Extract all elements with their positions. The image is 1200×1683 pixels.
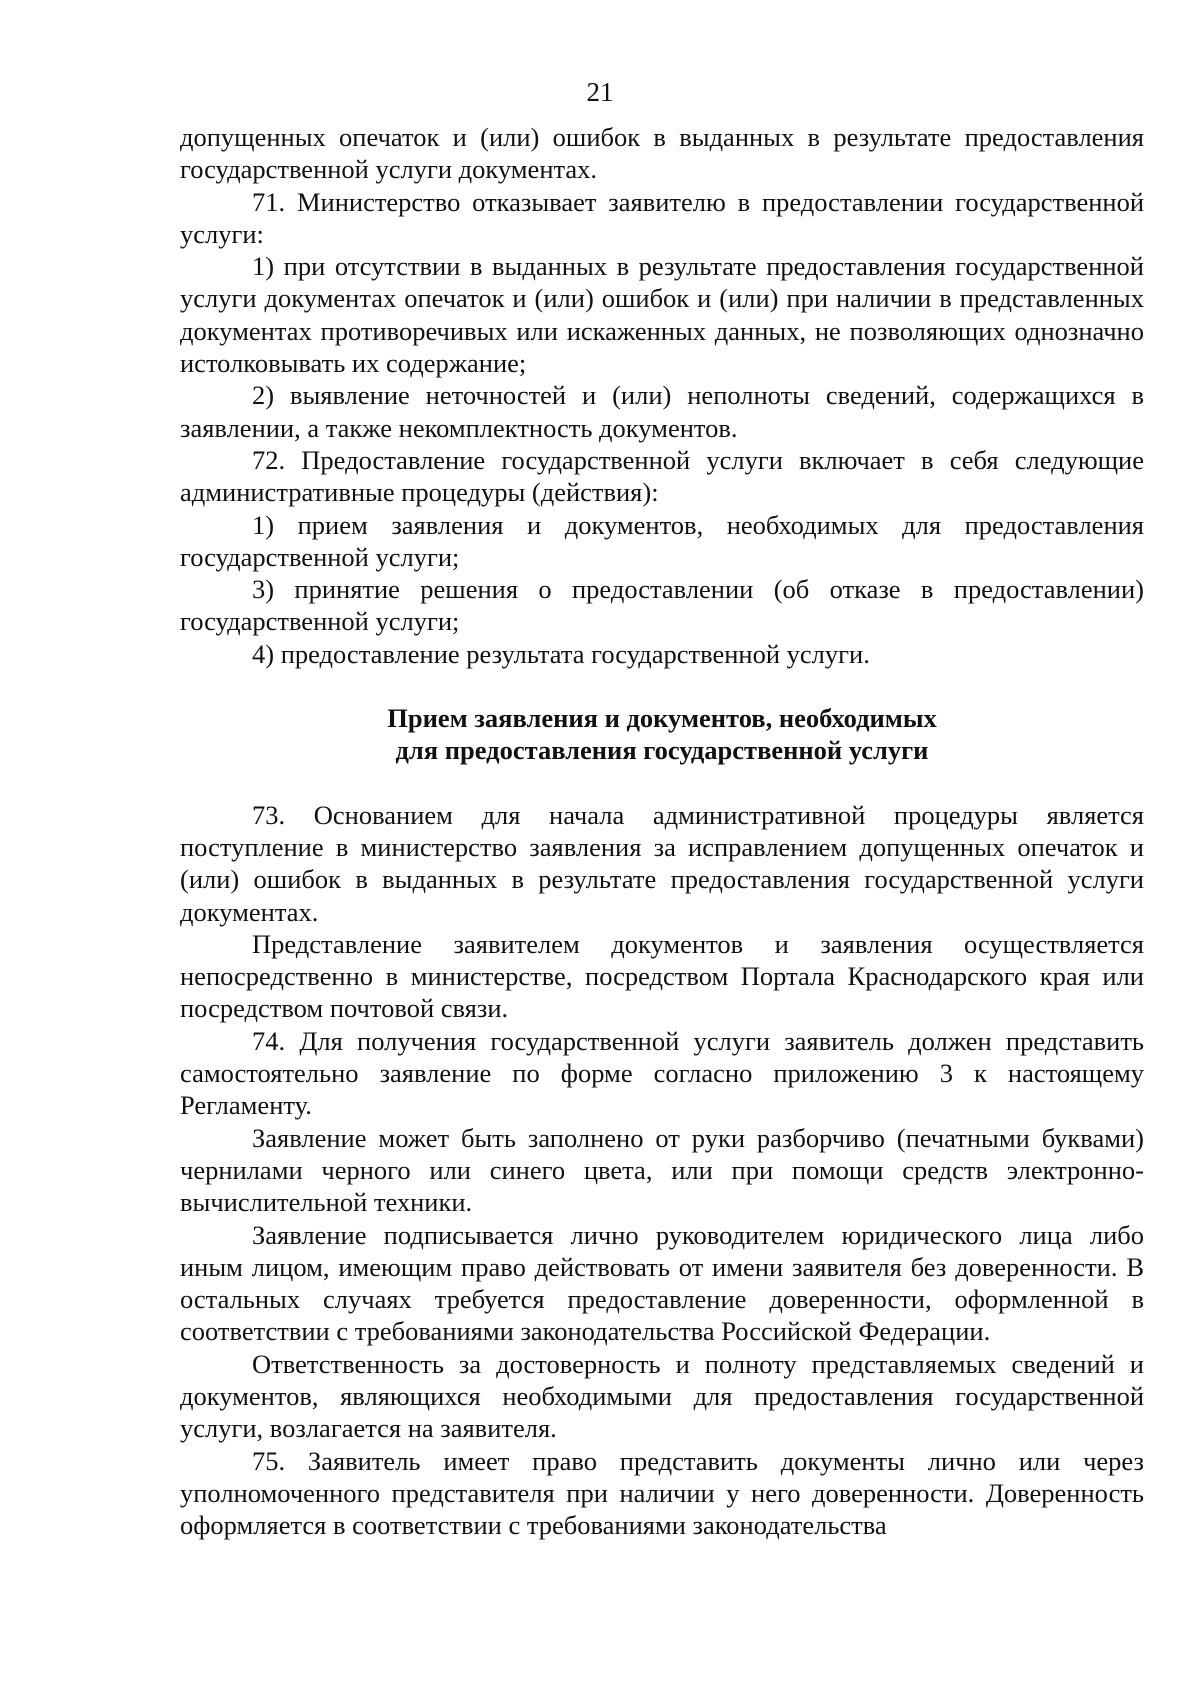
document-body [180, 121, 1144, 1541]
paragraph: Заявление может быть заполнено от руки разборчиво (печатными буквами) чернилами черного или синего цвета, или при помощи средств электронно-вычислительной техники. [180, 1122, 1144, 1218]
paragraph: Представление заявителем документов и заявления осуществляется непосредственно в министерстве, посредством Портала Краснодарского края или посредством почтовой связи. [180, 928, 1144, 1024]
list-item: 1) прием заявления и документов, необходимых для предоставления государственной услуги; [180, 509, 1144, 572]
paragraph: допущенных опечаток и (или) ошибок в выданных в результате предоставления государственной услуги документах. [180, 122, 1144, 185]
list-item: 3) принятие решения о предоставлении (об отказе в предоставлении) государственной услуги; [180, 574, 1144, 637]
list-item: 4) предоставление результата государственной услуги. [252, 638, 870, 669]
page-number: 21 [586, 77, 614, 107]
paragraph-item-73: 73. Основанием для начала административной процедуры является поступление в министерство заявления за исправлением допущенных опечаток и (или) ошибок в выданных в результате предоставления государственной услуги документах. [180, 799, 1144, 927]
paragraph-item-74: 74. Для получения государственной услуги заявитель должен представить самостоятельно заявление по форме согласно приложению 3 к настоящему Регламенту. [180, 1025, 1144, 1121]
paragraph: Ответственность за достоверность и полноту представляемых сведений и документов, являющихся необходимыми для предоставления государственной услуги, возлагается на заявителя. [180, 1348, 1144, 1444]
paragraph-item-71: 71. Министерство отказывает заявителю в предоставлении государственной услуги: [180, 186, 1144, 249]
section-heading-line-2: для предоставления государственной услуги [395, 735, 929, 766]
paragraph-item-72: 72. Предоставление государственной услуги включает в себя следующие административные процедуры (действия): [180, 444, 1144, 508]
list-item: 2) выявление неточностей и (или) неполноты сведений, содержащихся в заявлении, а также некомплектность документов. [180, 380, 1144, 443]
list-item: 1) при отсутствии в выданных в результате предоставления государственной услуги документах опечаток и (или) ошибок и (или) при наличии в представленных документах противоречивых или искаженных данных, не позволяющих однозначно истолковывать их содержание; [180, 251, 1144, 379]
section-heading-line-1: Прием заявления и документов, необходимых [387, 703, 937, 734]
paragraph: Заявление подписывается лично руководителем юридического лица либо иным лицом, имеющим право действовать от имени заявителя без доверенности. В остальных случаях требуется предоставление доверенности, оформленной в соответствии с требованиями законодательства Российской Федерации. [180, 1219, 1144, 1347]
section-heading [180, 702, 1144, 767]
paragraph-item-75: 75. Заявитель имеет право представить документы лично или через уполномоченного представителя при наличии у него доверенности. Доверенность оформляется в соответствии с требованиями законодательства [180, 1445, 1144, 1541]
